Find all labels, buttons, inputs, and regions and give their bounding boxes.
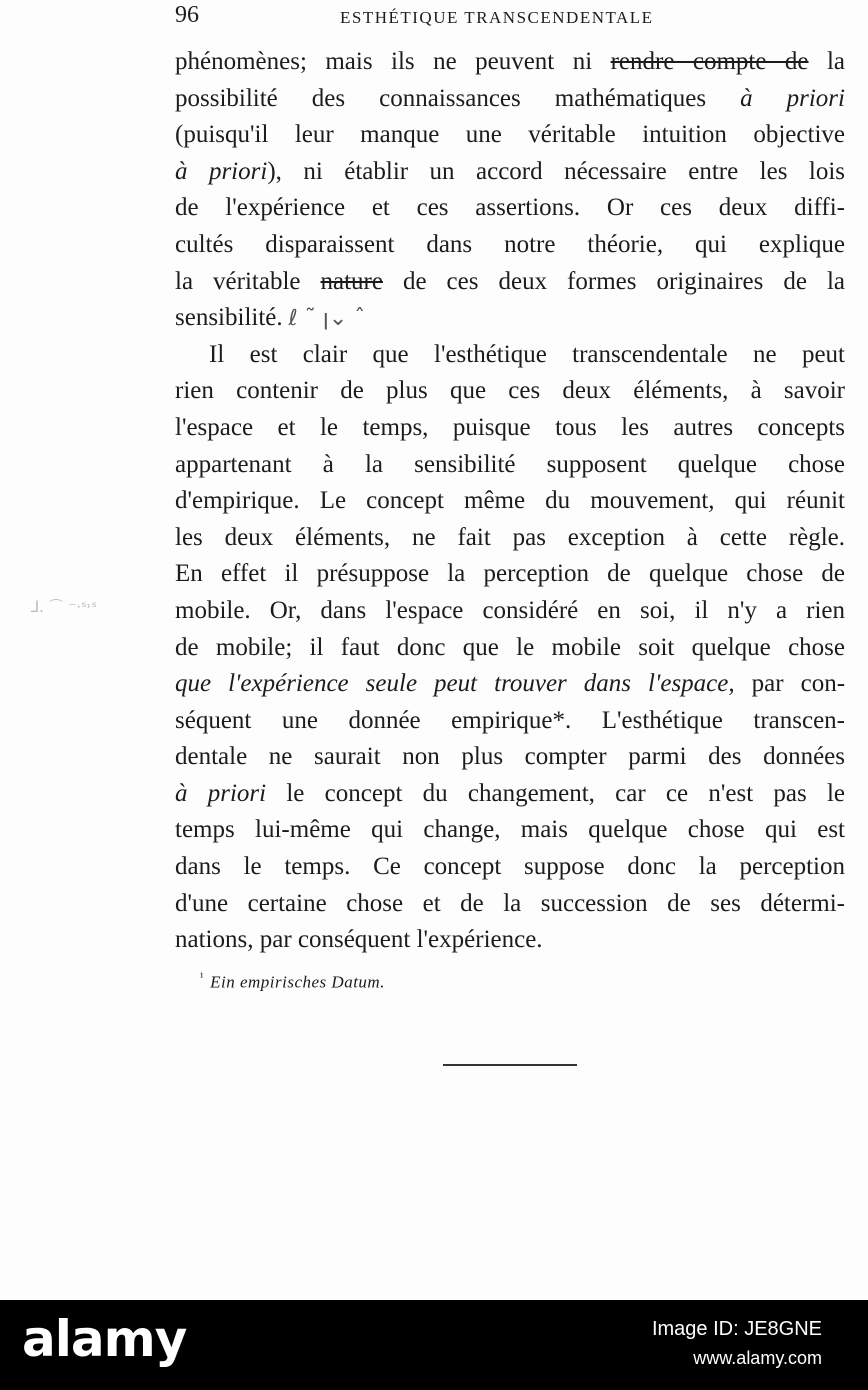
text-line: sensibilité. ℓ ˜ ꞁ⌄ ˆ — [175, 304, 366, 332]
italic-text: à priori — [175, 157, 268, 185]
footnote — [200, 970, 385, 993]
text-line: séquent une donnée empirique*. L'esthétique transcen- — [175, 706, 845, 734]
text-line: dentale ne saurait non plus compter parmi des données — [175, 743, 845, 771]
struck-text: rendre compte de — [610, 48, 809, 75]
watermark-site: www.alamy.com — [693, 1348, 822, 1368]
end-rule — [443, 1064, 577, 1066]
text-line: possibilité des connaissances mathématiques à priori — [175, 84, 845, 112]
running-title: ESTHÉTIQUE TRANSCENDENTALE — [340, 8, 654, 27]
text-line: appartenant à la sensibilité supposent quelque chose — [175, 450, 845, 478]
image-id: Image ID: JE8GNE — [651, 1318, 822, 1340]
page-number: 96 — [175, 2, 199, 28]
margin-faint-mark: ᒧ. ⌒ ⁻·ˢ˒ˢ — [30, 598, 97, 616]
page-header — [175, 2, 845, 30]
text-line: la véritable nature de ces deux formes originaires de la — [175, 267, 846, 295]
italic-text: à priori — [175, 779, 267, 807]
footnote-text: Ein empirisches Datum. — [210, 972, 385, 992]
text-line: cultés disparaissent dans notre théorie, qui explique — [175, 230, 845, 258]
italic-text: que l'expérience seule peut trouver dans l'espace, — [175, 670, 735, 698]
text-line: rien contenir de plus que ces deux éléments, à savoir — [175, 377, 845, 405]
text-line: mobile. Or, dans l'espace considéré en soi, il n'y a rien — [175, 596, 845, 624]
text-line: Il est clair que l'esthétique transcendentale ne peut — [209, 340, 845, 368]
struck-text: nature — [320, 267, 383, 295]
text-line: les deux éléments, ne fait pas exception à cette règle. — [175, 523, 845, 551]
text-line: l'espace et le temps, puisque tous les autres concepts — [175, 413, 845, 441]
text-line: d'une certaine chose et de la succession de ses détermi- — [175, 889, 845, 917]
handwritten-scribble: ℓ ˜ ꞁ⌄ ˆ — [288, 306, 366, 332]
text-line: à priori le concept du changement, car ce n'est pas le — [175, 779, 846, 807]
text-line: à priori), ni établir un accord nécessaire entre les lois — [175, 157, 845, 185]
text-line: nations, par conséquent l'expérience. — [175, 926, 543, 954]
text-line: En effet il présuppose la perception de quelque chose de — [175, 560, 845, 588]
body-text — [175, 44, 845, 959]
footnote-marker: ¹ — [200, 970, 205, 984]
italic-text: à priori — [740, 84, 845, 112]
text-line: (puisqu'il leur manque une véritable intuition objective — [175, 121, 845, 149]
text-line: temps lui-même qui change, mais quelque chose qui est — [175, 816, 845, 844]
text-line: de mobile; il faut donc que le mobile soit quelque chose — [175, 633, 845, 661]
text-line: de l'expérience et ces assertions. Or ces deux diffi- — [175, 194, 845, 222]
text-line: que l'expérience seule peut trouver dans l'espace, par con- — [175, 670, 846, 698]
text-line: dans le temps. Ce concept suppose donc la perception — [175, 853, 845, 881]
text-line: phénomènes; mais ils ne peuvent ni rendre compte de la — [175, 48, 846, 75]
text-line: d'empirique. Le concept même du mouvement, qui réunit — [175, 487, 845, 515]
watermark-logo: alamy — [22, 1310, 187, 1368]
